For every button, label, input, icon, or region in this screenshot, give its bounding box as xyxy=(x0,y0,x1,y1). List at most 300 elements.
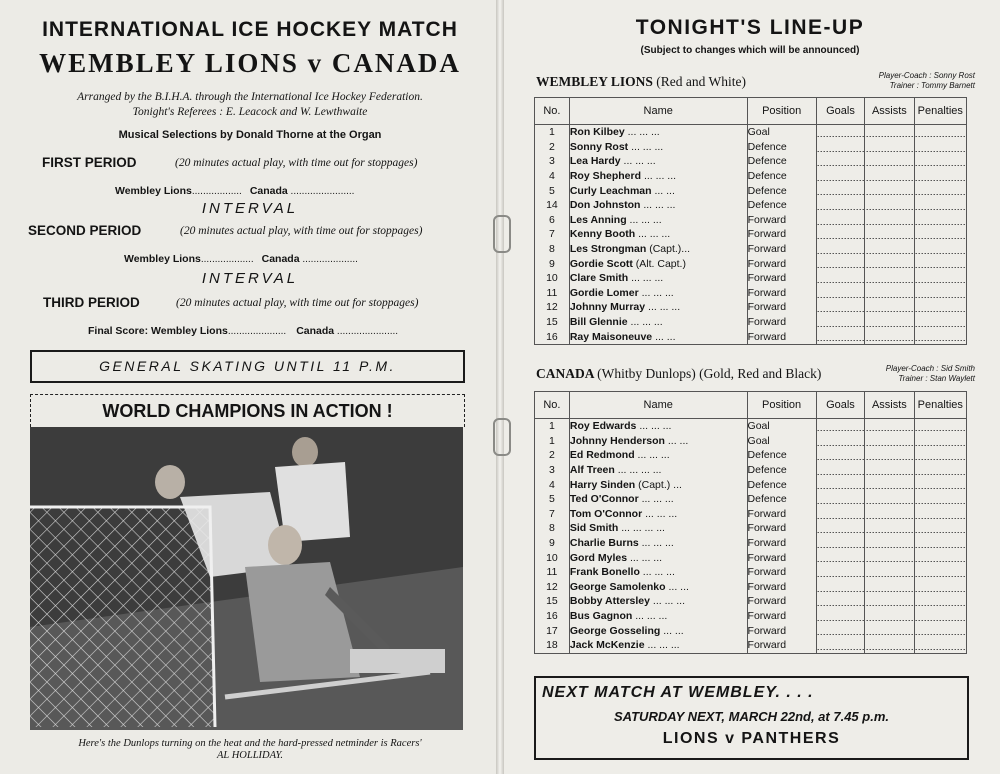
team2-name: CANADA xyxy=(536,366,594,381)
player-name-fill: ... ... ... xyxy=(643,199,676,212)
player-number: 1 xyxy=(535,419,570,434)
player-name-fill: ... ... ... xyxy=(635,610,668,623)
player-name-fill: (Capt.) ... xyxy=(638,478,682,491)
player-number: 2 xyxy=(535,140,570,155)
assists-cell xyxy=(865,271,914,286)
penalties-cell xyxy=(914,154,966,169)
player-name: Harry Sinden xyxy=(569,478,636,491)
player-position: Defence xyxy=(747,463,816,478)
player-name: Jack McKenzie xyxy=(569,639,645,652)
first-period-note: (20 minutes actual play, with time out for stoppages) xyxy=(175,157,418,169)
team1-lineup-table xyxy=(534,97,967,345)
penalties-cell xyxy=(914,256,966,271)
goals-cell xyxy=(816,550,865,565)
player-name-cell xyxy=(569,623,747,638)
player-name: Sonny Rost xyxy=(569,140,629,153)
player-name: Ray Maisoneuve xyxy=(569,330,653,343)
player-number: 4 xyxy=(535,477,570,492)
col-name: Name xyxy=(569,392,747,419)
player-name: Alf Treen xyxy=(569,464,615,477)
penalties-cell xyxy=(914,329,966,344)
goals-cell xyxy=(816,227,865,242)
col-assists: Assists xyxy=(865,98,914,125)
col-no: No. xyxy=(535,98,570,125)
assists-cell xyxy=(865,623,914,638)
player-position: Defence xyxy=(747,169,816,184)
player-name-fill: ... ... ... ... xyxy=(617,464,662,477)
penalties-cell xyxy=(914,507,966,522)
goals-cell xyxy=(816,256,865,271)
next-match-heading: NEXT MATCH AT WEMBLEY. . . . xyxy=(542,684,814,701)
player-name-cell xyxy=(569,594,747,609)
assists-cell xyxy=(865,463,914,478)
assists-cell xyxy=(865,580,914,595)
player-name-fill: ... ... ... ... xyxy=(621,522,665,535)
table-row xyxy=(535,198,967,213)
penalties-cell xyxy=(914,213,966,228)
assists-cell xyxy=(865,609,914,624)
goals-cell xyxy=(816,536,865,551)
team-b-label: Canada xyxy=(261,253,300,265)
player-name-cell xyxy=(569,329,747,344)
team1-colors: (Red and White) xyxy=(656,74,747,89)
penalties-cell xyxy=(914,300,966,315)
table-row xyxy=(535,565,967,580)
goals-cell xyxy=(816,183,865,198)
col-position: Position xyxy=(747,98,816,125)
player-number: 15 xyxy=(535,594,570,609)
player-position: Forward xyxy=(747,227,816,242)
goals-cell xyxy=(816,492,865,507)
player-name-fill: (Alt. Capt.) xyxy=(635,257,686,270)
player-name-fill: ... ... xyxy=(668,580,689,593)
player-name: George Samolenko xyxy=(569,580,666,593)
first-period-score: Wembley Lions.................. Canada ....................... xyxy=(115,185,355,197)
team1-trainer: Trainer : Tommy Barnett xyxy=(889,81,975,90)
player-position: Forward xyxy=(747,638,816,653)
player-number: 10 xyxy=(535,550,570,565)
assists-cell xyxy=(865,169,914,184)
table-row xyxy=(535,169,967,184)
player-name-cell xyxy=(569,213,747,228)
team-a-label: Wembley Lions xyxy=(124,253,201,265)
assists-cell xyxy=(865,242,914,257)
team2-staff xyxy=(845,364,975,384)
final-score-label: Final Score: xyxy=(88,325,149,337)
table-row xyxy=(535,463,967,478)
player-name-cell xyxy=(569,183,747,198)
player-name-cell xyxy=(569,550,747,565)
player-number: 4 xyxy=(535,169,570,184)
player-position: Forward xyxy=(747,315,816,330)
assists-cell xyxy=(865,492,914,507)
assists-cell xyxy=(865,154,914,169)
player-name: Ron Kilbey xyxy=(569,126,625,139)
player-name-fill: (Capt.)... xyxy=(649,243,691,256)
player-name: Les Strongman xyxy=(569,243,647,256)
player-number: 16 xyxy=(535,609,570,624)
player-number: 8 xyxy=(535,242,570,257)
player-name: Clare Smith xyxy=(569,272,629,285)
player-number: 16 xyxy=(535,329,570,344)
player-name-fill: ... ... ... xyxy=(641,493,674,506)
player-name-cell xyxy=(569,154,747,169)
penalties-cell xyxy=(914,242,966,257)
match-title: INTERNATIONAL ICE HOCKEY MATCH xyxy=(42,18,458,41)
goals-cell xyxy=(816,434,865,449)
player-name: Ed Redmond xyxy=(569,449,635,462)
assists-cell xyxy=(865,256,914,271)
first-period-label: FIRST PERIOD xyxy=(42,155,137,170)
goals-cell xyxy=(816,507,865,522)
table-row xyxy=(535,609,967,624)
player-position: Forward xyxy=(747,580,816,595)
player-name-fill: ... ... ... xyxy=(641,537,674,550)
next-match-box xyxy=(534,676,969,760)
player-number: 1 xyxy=(535,434,570,449)
player-number: 12 xyxy=(535,300,570,315)
table-row xyxy=(535,419,967,434)
player-number: 18 xyxy=(535,638,570,653)
world-champions-banner xyxy=(30,394,465,427)
penalties-cell xyxy=(914,609,966,624)
table-row xyxy=(535,286,967,301)
arranged-note: Arranged by the B.I.H.A. through the International Ice Hockey Federation. xyxy=(77,91,423,103)
player-name-fill: ... ... ... xyxy=(648,301,681,314)
assists-cell xyxy=(865,300,914,315)
col-penalties: Penalties xyxy=(914,98,966,125)
assists-cell xyxy=(865,315,914,330)
goals-cell xyxy=(816,286,865,301)
player-name: Charlie Burns xyxy=(569,537,639,550)
general-skating-text: GENERAL SKATING UNTIL 11 P.M. xyxy=(99,358,396,374)
player-position: Defence xyxy=(747,154,816,169)
player-name: Gordie Lomer xyxy=(569,286,639,299)
player-position: Goal xyxy=(747,434,816,449)
assists-cell xyxy=(865,329,914,344)
player-name-fill: ... ... ... xyxy=(630,316,663,329)
table-row xyxy=(535,594,967,609)
table-row xyxy=(535,227,967,242)
assists-cell xyxy=(865,125,914,140)
table-row xyxy=(535,580,967,595)
goals-cell xyxy=(816,609,865,624)
goals-cell xyxy=(816,448,865,463)
player-name-fill: ... ... ... xyxy=(629,551,663,564)
player-name: Gordie Scott xyxy=(569,257,633,270)
player-name: Frank Bonello xyxy=(569,566,640,579)
player-name-fill: ... ... xyxy=(655,330,676,343)
right-page xyxy=(500,0,1000,774)
player-name-fill: ... ... ... xyxy=(631,140,664,153)
player-number: 17 xyxy=(535,623,570,638)
penalties-cell xyxy=(914,315,966,330)
player-name-fill: ... ... ... xyxy=(629,213,662,226)
penalties-cell xyxy=(914,492,966,507)
player-position: Defence xyxy=(747,198,816,213)
musical-note: Musical Selections by Donald Thorne at the Organ xyxy=(118,129,382,141)
goals-cell xyxy=(816,213,865,228)
player-position: Forward xyxy=(747,271,816,286)
player-number: 12 xyxy=(535,580,570,595)
goals-cell xyxy=(816,521,865,536)
penalties-cell xyxy=(914,448,966,463)
penalties-cell xyxy=(914,477,966,492)
player-name: George Gosseling xyxy=(569,624,661,637)
player-number: 3 xyxy=(535,154,570,169)
player-name-fill: ... ... ... xyxy=(623,155,656,168)
goals-cell xyxy=(816,154,865,169)
assists-cell xyxy=(865,183,914,198)
staple-bottom xyxy=(493,418,511,456)
penalties-cell xyxy=(914,536,966,551)
second-period-label: SECOND PERIOD xyxy=(28,223,142,238)
assists-cell xyxy=(865,477,914,492)
player-number: 2 xyxy=(535,448,570,463)
table-row xyxy=(535,329,967,344)
player-name: Les Anning xyxy=(569,213,627,226)
player-name-cell xyxy=(569,521,747,536)
penalties-cell xyxy=(914,198,966,213)
table-row xyxy=(535,125,967,140)
table-header-row xyxy=(535,392,967,419)
team2-lineup-table xyxy=(534,391,967,654)
team-a-label: Wembley Lions xyxy=(151,325,228,337)
second-period-note: (20 minutes actual play, with time out for stoppages) xyxy=(180,225,423,237)
player-number: 11 xyxy=(535,565,570,580)
team-a-label: Wembley Lions xyxy=(115,185,192,197)
player-name-cell xyxy=(569,580,747,595)
hockey-action-photo xyxy=(30,427,463,730)
player-number: 1 xyxy=(535,125,570,140)
table-header-row xyxy=(535,98,967,125)
penalties-cell xyxy=(914,565,966,580)
player-name: Don Johnston xyxy=(569,199,641,212)
interval-2: INTERVAL xyxy=(201,270,299,287)
goals-cell xyxy=(816,623,865,638)
player-position: Defence xyxy=(747,448,816,463)
assists-cell xyxy=(865,507,914,522)
player-name: Roy Edwards xyxy=(569,420,637,433)
penalties-cell xyxy=(914,140,966,155)
player-name-cell xyxy=(569,419,747,434)
table-row xyxy=(535,623,967,638)
team2-header xyxy=(536,366,821,382)
player-name: Ted O'Connor xyxy=(569,493,639,506)
goals-cell xyxy=(816,329,865,344)
player-number: 5 xyxy=(535,183,570,198)
player-position: Forward xyxy=(747,329,816,344)
player-number: 9 xyxy=(535,536,570,551)
table-row xyxy=(535,507,967,522)
team1-header xyxy=(536,74,746,90)
photo-caption xyxy=(0,738,500,762)
interval-1: INTERVAL xyxy=(201,200,299,217)
table-row xyxy=(535,271,967,286)
penalties-cell xyxy=(914,271,966,286)
final-score-line: Final Score: Wembley Lions..................... Canada ...................... xyxy=(88,325,399,337)
player-name-fill: ... ... ... xyxy=(652,595,686,608)
assists-cell xyxy=(865,521,914,536)
match-teams-title: WEMBLEY LIONS v CANADA xyxy=(39,48,461,78)
table-row xyxy=(535,300,967,315)
col-name: Name xyxy=(569,98,747,125)
lineup-title: TONIGHT'S LINE-UP xyxy=(635,16,865,39)
player-number: 5 xyxy=(535,492,570,507)
assists-cell xyxy=(865,448,914,463)
assists-cell xyxy=(865,434,914,449)
team2-colors: (Whitby Dunlops) (Gold, Red and Black) xyxy=(597,366,822,381)
player-name: Tom O'Connor xyxy=(569,507,643,520)
table-row xyxy=(535,477,967,492)
penalties-cell xyxy=(914,286,966,301)
player-name-fill: ... ... ... xyxy=(647,639,680,652)
player-name-fill: ... ... xyxy=(667,434,689,447)
player-position: Forward xyxy=(747,507,816,522)
player-name-fill: ... ... ... xyxy=(631,272,664,285)
table-row xyxy=(535,492,967,507)
penalties-cell xyxy=(914,623,966,638)
player-name-cell xyxy=(569,256,747,271)
player-position: Goal xyxy=(747,125,816,140)
player-position: Defence xyxy=(747,140,816,155)
player-name-fill: ... ... ... xyxy=(645,507,678,520)
caption-line-1: Here's the Dunlops turning on the heat and the hard-pressed netminder is Racers' xyxy=(78,738,422,749)
player-position: Forward xyxy=(747,623,816,638)
player-position: Forward xyxy=(747,521,816,536)
goals-cell xyxy=(816,638,865,653)
penalties-cell xyxy=(914,125,966,140)
assists-cell xyxy=(865,140,914,155)
table-row xyxy=(535,550,967,565)
team2-coach: Player-Coach : Sid Smith xyxy=(885,364,975,373)
table-row xyxy=(535,256,967,271)
table-row xyxy=(535,536,967,551)
player-number: 11 xyxy=(535,286,570,301)
player-name: Johnny Murray xyxy=(569,301,646,314)
assists-cell xyxy=(865,638,914,653)
assists-cell xyxy=(865,550,914,565)
goals-cell xyxy=(816,580,865,595)
assists-cell xyxy=(865,419,914,434)
player-position: Forward xyxy=(747,256,816,271)
player-name-cell xyxy=(569,536,747,551)
goals-cell xyxy=(816,125,865,140)
table-row xyxy=(535,154,967,169)
player-name: Curly Leachman xyxy=(569,184,652,197)
player-name-cell xyxy=(569,125,747,140)
player-number: 6 xyxy=(535,213,570,228)
spine-fold xyxy=(496,0,504,774)
assists-cell xyxy=(865,286,914,301)
player-position: Defence xyxy=(747,492,816,507)
player-number: 14 xyxy=(535,198,570,213)
team-b-label: Canada xyxy=(249,185,288,197)
player-name-cell xyxy=(569,300,747,315)
caption-line-2: AL HOLLIDAY. xyxy=(217,750,283,761)
player-name: Bill Glennie xyxy=(569,316,628,329)
player-position: Forward xyxy=(747,242,816,257)
player-number: 8 xyxy=(535,521,570,536)
assists-cell xyxy=(865,213,914,228)
player-position: Forward xyxy=(747,594,816,609)
player-name-fill: ... ... ... xyxy=(638,228,671,241)
referees-note: Tonight's Referees : E. Leacock and W. Lewthwaite xyxy=(132,106,368,118)
table-row xyxy=(535,434,967,449)
player-number: 15 xyxy=(535,315,570,330)
player-position: Forward xyxy=(747,565,816,580)
col-no: No. xyxy=(535,392,570,419)
table-row xyxy=(535,448,967,463)
penalties-cell xyxy=(914,434,966,449)
team1-coach: Player-Coach : Sonny Rost xyxy=(878,71,975,80)
player-name: Bus Gagnon xyxy=(569,610,633,623)
player-name-cell xyxy=(569,565,747,580)
penalties-cell xyxy=(914,638,966,653)
player-name-cell xyxy=(569,609,747,624)
second-period-score: Wembley Lions................... Canada .................... xyxy=(124,253,358,265)
player-name-fill: ... ... ... xyxy=(641,286,674,299)
player-position: Defence xyxy=(747,183,816,198)
player-name: Lea Hardy xyxy=(569,155,621,168)
player-number: 7 xyxy=(535,507,570,522)
general-skating-box xyxy=(30,350,465,383)
penalties-cell xyxy=(914,580,966,595)
player-name-cell xyxy=(569,492,747,507)
player-name-fill: ... ... ... xyxy=(643,170,677,183)
player-position: Forward xyxy=(747,286,816,301)
banner-text: WORLD CHAMPIONS IN ACTION ! xyxy=(102,401,393,421)
player-number: 9 xyxy=(535,256,570,271)
player-name-cell xyxy=(569,448,747,463)
goals-cell xyxy=(816,477,865,492)
col-position: Position xyxy=(747,392,816,419)
player-name-cell xyxy=(569,242,747,257)
team1-name: WEMBLEY LIONS xyxy=(536,74,653,89)
player-number: 10 xyxy=(535,271,570,286)
player-name-cell xyxy=(569,169,747,184)
player-position: Forward xyxy=(747,550,816,565)
goals-cell xyxy=(816,594,865,609)
goals-cell xyxy=(816,169,865,184)
team1-staff xyxy=(840,71,975,91)
assists-cell xyxy=(865,227,914,242)
table-row xyxy=(535,242,967,257)
player-name-fill: ... ... ... xyxy=(637,449,670,462)
player-name: Roy Shepherd xyxy=(569,170,642,183)
goals-cell xyxy=(816,140,865,155)
assists-cell xyxy=(865,594,914,609)
penalties-cell xyxy=(914,463,966,478)
player-name-cell xyxy=(569,271,747,286)
penalties-cell xyxy=(914,550,966,565)
col-assists: Assists xyxy=(865,392,914,419)
penalties-cell xyxy=(914,227,966,242)
col-penalties: Penalties xyxy=(914,392,966,419)
player-name-cell xyxy=(569,227,747,242)
player-name: Gord Myles xyxy=(569,551,628,564)
team-b-label: Canada xyxy=(296,325,335,337)
player-name-fill: ... ... ... xyxy=(639,420,672,433)
player-number: 3 xyxy=(535,463,570,478)
third-period-label: THIRD PERIOD xyxy=(43,295,140,310)
penalties-cell xyxy=(914,521,966,536)
penalties-cell xyxy=(914,169,966,184)
player-name-fill: ... ... xyxy=(663,624,684,637)
player-name-cell xyxy=(569,315,747,330)
table-row xyxy=(535,521,967,536)
table-row xyxy=(535,183,967,198)
